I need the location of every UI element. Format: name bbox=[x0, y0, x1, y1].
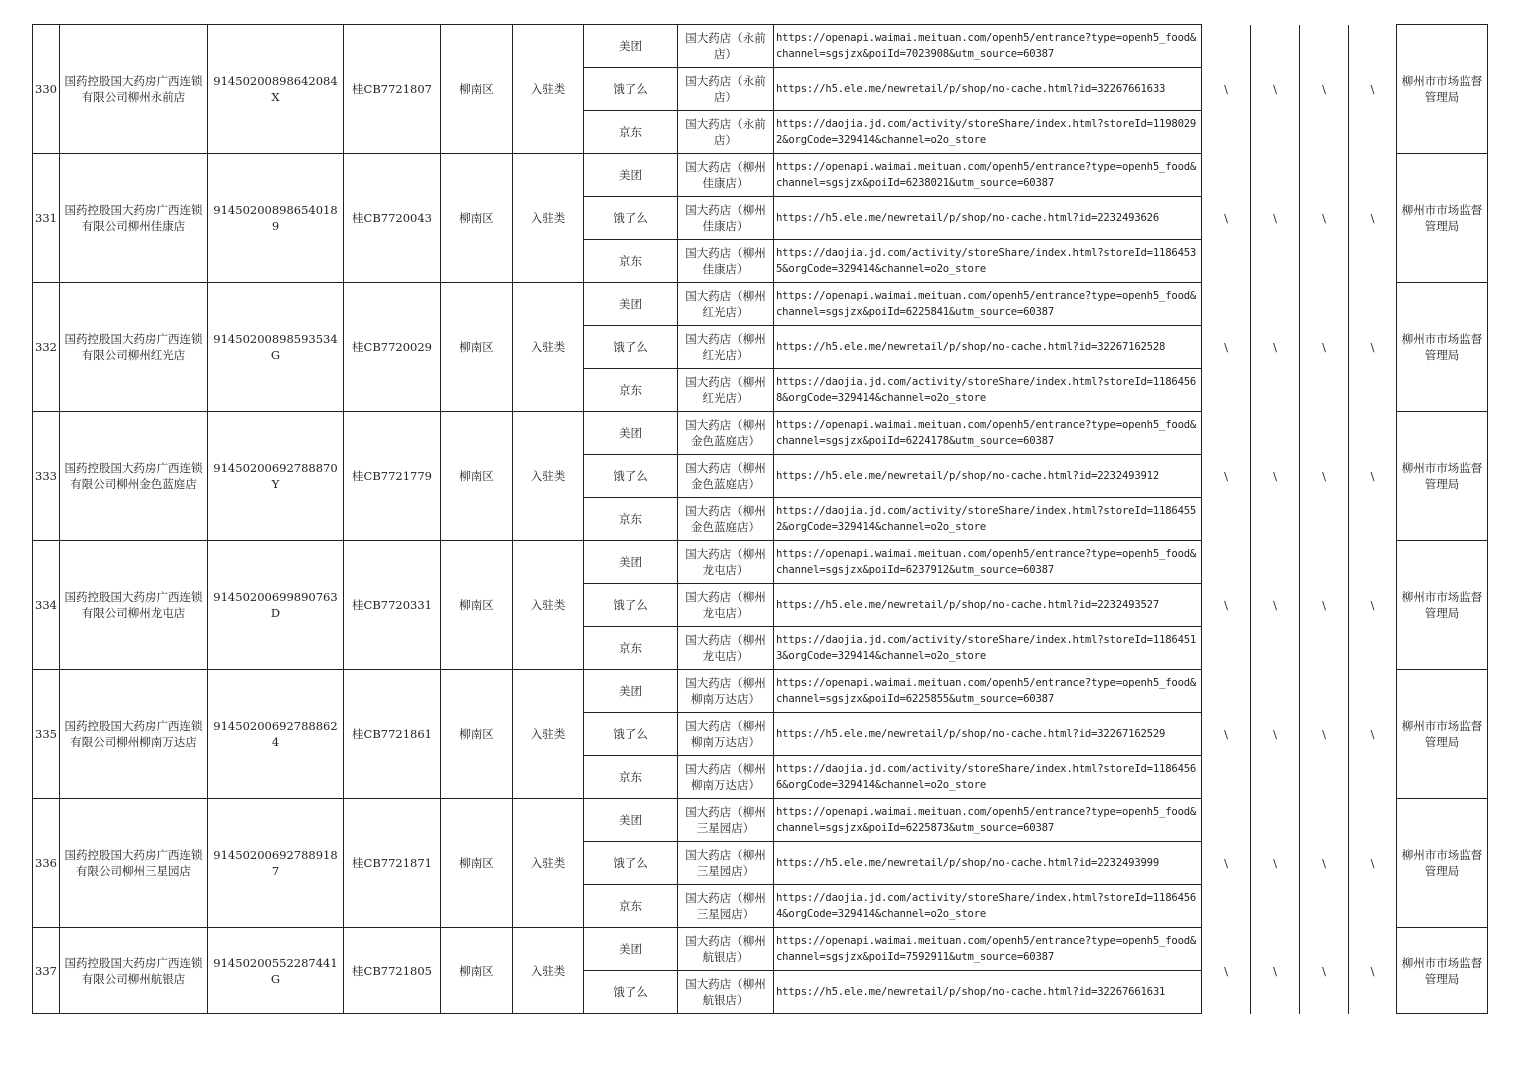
store-name: 国大药店（柳州三星园店） bbox=[678, 885, 774, 928]
platform-name: 京东 bbox=[584, 111, 678, 154]
status-col-3: \ bbox=[1300, 928, 1349, 1014]
status-col-2: \ bbox=[1251, 283, 1300, 412]
platform-name: 美团 bbox=[584, 412, 678, 455]
company-name: 国药控股国大药房广西连锁有限公司柳州佳康店 bbox=[60, 154, 208, 283]
credit-code: 914502006927889187 bbox=[208, 799, 344, 928]
store-url: https://h5.ele.me/newretail/p/shop/no-cache.html?id=32267661631 bbox=[774, 971, 1202, 1014]
authority: 柳州市市场监督管理局 bbox=[1397, 799, 1488, 928]
store-name: 国大药店（柳州柳南万达店） bbox=[678, 713, 774, 756]
authority: 柳州市市场监督管理局 bbox=[1397, 412, 1488, 541]
status-col-3: \ bbox=[1300, 25, 1349, 154]
status-col-2: \ bbox=[1251, 412, 1300, 541]
store-name: 国大药店（柳州红光店） bbox=[678, 283, 774, 326]
record-number: 333 bbox=[33, 412, 60, 541]
store-name: 国大药店（柳州佳康店） bbox=[678, 240, 774, 283]
document-sheet bbox=[32, 24, 1488, 1014]
store-name: 国大药店（柳州金色蓝庭店） bbox=[678, 412, 774, 455]
license-number: 桂CB7721807 bbox=[344, 25, 441, 154]
district: 柳南区 bbox=[441, 670, 513, 799]
table-row bbox=[33, 928, 1488, 971]
store-url: https://h5.ele.me/newretail/p/shop/no-cache.html?id=2232493999 bbox=[774, 842, 1202, 885]
platform-name: 京东 bbox=[584, 627, 678, 670]
credit-code: 91450200552287441G bbox=[208, 928, 344, 1014]
table-row bbox=[33, 154, 1488, 197]
platform-name: 京东 bbox=[584, 369, 678, 412]
record-type: 入驻类 bbox=[513, 670, 584, 799]
store-name: 国大药店（柳州红光店） bbox=[678, 326, 774, 369]
license-number: 桂CB7720043 bbox=[344, 154, 441, 283]
status-col-1: \ bbox=[1202, 541, 1251, 670]
store-url: https://daojia.jd.com/activity/storeShare/index.html?storeId=11980292&orgCode=329414&channel=o2o_store bbox=[774, 111, 1202, 154]
store-url: https://h5.ele.me/newretail/p/shop/no-cache.html?id=32267162529 bbox=[774, 713, 1202, 756]
store-name: 国大药店（柳州金色蓝庭店） bbox=[678, 498, 774, 541]
table-row bbox=[33, 25, 1488, 68]
platform-name: 美团 bbox=[584, 928, 678, 971]
record-type: 入驻类 bbox=[513, 283, 584, 412]
status-col-4: \ bbox=[1349, 541, 1397, 670]
company-name: 国药控股国大药房广西连锁有限公司柳州金色蓝庭店 bbox=[60, 412, 208, 541]
status-col-4: \ bbox=[1349, 412, 1397, 541]
authority: 柳州市市场监督管理局 bbox=[1397, 928, 1488, 1014]
status-col-1: \ bbox=[1202, 283, 1251, 412]
status-col-1: \ bbox=[1202, 25, 1251, 154]
table-row bbox=[33, 412, 1488, 455]
status-col-2: \ bbox=[1251, 799, 1300, 928]
store-url: https://openapi.waimai.meituan.com/openh5/entrance?type=openh5_food&channel=sgsjzx&poiId=6225841&utm_source=60387 bbox=[774, 283, 1202, 326]
status-col-3: \ bbox=[1300, 412, 1349, 541]
records-table bbox=[32, 24, 1488, 1014]
record-type: 入驻类 bbox=[513, 25, 584, 154]
store-name: 国大药店（柳州柳南万达店） bbox=[678, 756, 774, 799]
platform-name: 饿了么 bbox=[584, 455, 678, 498]
platform-name: 美团 bbox=[584, 283, 678, 326]
records-body bbox=[33, 25, 1488, 1014]
store-name: 国大药店（柳州红光店） bbox=[678, 369, 774, 412]
store-name: 国大药店（永前店） bbox=[678, 25, 774, 68]
record-type: 入驻类 bbox=[513, 412, 584, 541]
district: 柳南区 bbox=[441, 283, 513, 412]
store-url: https://h5.ele.me/newretail/p/shop/no-cache.html?id=2232493527 bbox=[774, 584, 1202, 627]
platform-name: 美团 bbox=[584, 799, 678, 842]
table-row bbox=[33, 541, 1488, 584]
platform-name: 京东 bbox=[584, 885, 678, 928]
license-number: 桂CB7721805 bbox=[344, 928, 441, 1014]
status-col-3: \ bbox=[1300, 799, 1349, 928]
status-col-1: \ bbox=[1202, 670, 1251, 799]
store-name: 国大药店（柳州龙屯店） bbox=[678, 541, 774, 584]
district: 柳南区 bbox=[441, 154, 513, 283]
store-name: 国大药店（永前店） bbox=[678, 68, 774, 111]
company-name: 国药控股国大药房广西连锁有限公司柳州红光店 bbox=[60, 283, 208, 412]
record-type: 入驻类 bbox=[513, 541, 584, 670]
store-name: 国大药店（柳州柳南万达店） bbox=[678, 670, 774, 713]
license-number: 桂CB7720029 bbox=[344, 283, 441, 412]
store-url: https://openapi.waimai.meituan.com/openh5/entrance?type=openh5_food&channel=sgsjzx&poiId=6224178&utm_source=60387 bbox=[774, 412, 1202, 455]
status-col-3: \ bbox=[1300, 541, 1349, 670]
store-url: https://h5.ele.me/newretail/p/shop/no-cache.html?id=2232493626 bbox=[774, 197, 1202, 240]
authority: 柳州市市场监督管理局 bbox=[1397, 25, 1488, 154]
store-url: https://openapi.waimai.meituan.com/openh5/entrance?type=openh5_food&channel=sgsjzx&poiId=7592911&utm_source=60387 bbox=[774, 928, 1202, 971]
store-url: https://openapi.waimai.meituan.com/openh5/entrance?type=openh5_food&channel=sgsjzx&poiId=6237912&utm_source=60387 bbox=[774, 541, 1202, 584]
status-col-1: \ bbox=[1202, 154, 1251, 283]
table-row bbox=[33, 670, 1488, 713]
district: 柳南区 bbox=[441, 25, 513, 154]
store-url: https://daojia.jd.com/activity/storeShare/index.html?storeId=11864552&orgCode=329414&channel=o2o_store bbox=[774, 498, 1202, 541]
record-number: 335 bbox=[33, 670, 60, 799]
status-col-3: \ bbox=[1300, 670, 1349, 799]
district: 柳南区 bbox=[441, 541, 513, 670]
status-col-2: \ bbox=[1251, 928, 1300, 1014]
record-type: 入驻类 bbox=[513, 799, 584, 928]
authority: 柳州市市场监督管理局 bbox=[1397, 154, 1488, 283]
store-url: https://daojia.jd.com/activity/storeShare/index.html?storeId=11864535&orgCode=329414&channel=o2o_store bbox=[774, 240, 1202, 283]
platform-name: 饿了么 bbox=[584, 68, 678, 111]
platform-name: 饿了么 bbox=[584, 197, 678, 240]
store-name: 国大药店（柳州三星园店） bbox=[678, 842, 774, 885]
license-number: 桂CB7721861 bbox=[344, 670, 441, 799]
status-col-4: \ bbox=[1349, 928, 1397, 1014]
platform-name: 京东 bbox=[584, 498, 678, 541]
table-row bbox=[33, 283, 1488, 326]
record-number: 334 bbox=[33, 541, 60, 670]
status-col-4: \ bbox=[1349, 670, 1397, 799]
store-url: https://h5.ele.me/newretail/p/shop/no-cache.html?id=2232493912 bbox=[774, 455, 1202, 498]
record-number: 330 bbox=[33, 25, 60, 154]
store-url: https://daojia.jd.com/activity/storeShare/index.html?storeId=11864513&orgCode=329414&channel=o2o_store bbox=[774, 627, 1202, 670]
store-url: https://openapi.waimai.meituan.com/openh5/entrance?type=openh5_food&channel=sgsjzx&poiId=7023908&utm_source=60387 bbox=[774, 25, 1202, 68]
store-url: https://h5.ele.me/newretail/p/shop/no-cache.html?id=32267661633 bbox=[774, 68, 1202, 111]
license-number: 桂CB7721779 bbox=[344, 412, 441, 541]
license-number: 桂CB7721871 bbox=[344, 799, 441, 928]
table-row bbox=[33, 799, 1488, 842]
status-col-1: \ bbox=[1202, 799, 1251, 928]
platform-name: 京东 bbox=[584, 756, 678, 799]
status-col-2: \ bbox=[1251, 25, 1300, 154]
record-number: 337 bbox=[33, 928, 60, 1014]
credit-code: 914502008986540189 bbox=[208, 154, 344, 283]
credit-code: 91450200898642084X bbox=[208, 25, 344, 154]
store-url: https://daojia.jd.com/activity/storeShare/index.html?storeId=11864566&orgCode=329414&channel=o2o_store bbox=[774, 756, 1202, 799]
store-name: 国大药店（柳州佳康店） bbox=[678, 197, 774, 240]
store-name: 国大药店（柳州三星园店） bbox=[678, 799, 774, 842]
authority: 柳州市市场监督管理局 bbox=[1397, 283, 1488, 412]
status-col-4: \ bbox=[1349, 154, 1397, 283]
record-type: 入驻类 bbox=[513, 154, 584, 283]
status-col-2: \ bbox=[1251, 541, 1300, 670]
status-col-3: \ bbox=[1300, 283, 1349, 412]
store-name: 国大药店（永前店） bbox=[678, 111, 774, 154]
platform-name: 美团 bbox=[584, 154, 678, 197]
record-number: 332 bbox=[33, 283, 60, 412]
district: 柳南区 bbox=[441, 928, 513, 1014]
company-name: 国药控股国大药房广西连锁有限公司柳州柳南万达店 bbox=[60, 670, 208, 799]
store-name: 国大药店（柳州龙屯店） bbox=[678, 584, 774, 627]
record-number: 336 bbox=[33, 799, 60, 928]
status-col-3: \ bbox=[1300, 154, 1349, 283]
status-col-2: \ bbox=[1251, 154, 1300, 283]
platform-name: 饿了么 bbox=[584, 326, 678, 369]
credit-code: 91450200898593534G bbox=[208, 283, 344, 412]
status-col-4: \ bbox=[1349, 799, 1397, 928]
authority: 柳州市市场监督管理局 bbox=[1397, 541, 1488, 670]
store-url: https://daojia.jd.com/activity/storeShare/index.html?storeId=11864568&orgCode=329414&channel=o2o_store bbox=[774, 369, 1202, 412]
store-url: https://daojia.jd.com/activity/storeShare/index.html?storeId=11864564&orgCode=329414&channel=o2o_store bbox=[774, 885, 1202, 928]
district: 柳南区 bbox=[441, 412, 513, 541]
credit-code: 91450200699890763D bbox=[208, 541, 344, 670]
platform-name: 饿了么 bbox=[584, 971, 678, 1014]
platform-name: 京东 bbox=[584, 240, 678, 283]
store-url: https://h5.ele.me/newretail/p/shop/no-cache.html?id=32267162528 bbox=[774, 326, 1202, 369]
platform-name: 饿了么 bbox=[584, 842, 678, 885]
platform-name: 饿了么 bbox=[584, 713, 678, 756]
store-url: https://openapi.waimai.meituan.com/openh5/entrance?type=openh5_food&channel=sgsjzx&poiId=6238021&utm_source=60387 bbox=[774, 154, 1202, 197]
platform-name: 美团 bbox=[584, 25, 678, 68]
platform-name: 美团 bbox=[584, 670, 678, 713]
platform-name: 美团 bbox=[584, 541, 678, 584]
status-col-4: \ bbox=[1349, 283, 1397, 412]
record-number: 331 bbox=[33, 154, 60, 283]
company-name: 国药控股国大药房广西连锁有限公司柳州三星园店 bbox=[60, 799, 208, 928]
authority: 柳州市市场监督管理局 bbox=[1397, 670, 1488, 799]
district: 柳南区 bbox=[441, 799, 513, 928]
status-col-4: \ bbox=[1349, 25, 1397, 154]
store-url: https://openapi.waimai.meituan.com/openh5/entrance?type=openh5_food&channel=sgsjzx&poiId=6225873&utm_source=60387 bbox=[774, 799, 1202, 842]
store-name: 国大药店（柳州航银店） bbox=[678, 971, 774, 1014]
status-col-1: \ bbox=[1202, 928, 1251, 1014]
store-url: https://openapi.waimai.meituan.com/openh5/entrance?type=openh5_food&channel=sgsjzx&poiId=6225855&utm_source=60387 bbox=[774, 670, 1202, 713]
license-number: 桂CB7720331 bbox=[344, 541, 441, 670]
store-name: 国大药店（柳州佳康店） bbox=[678, 154, 774, 197]
record-type: 入驻类 bbox=[513, 928, 584, 1014]
credit-code: 914502006927888624 bbox=[208, 670, 344, 799]
company-name: 国药控股国大药房广西连锁有限公司柳州航银店 bbox=[60, 928, 208, 1014]
platform-name: 饿了么 bbox=[584, 584, 678, 627]
store-name: 国大药店（柳州龙屯店） bbox=[678, 627, 774, 670]
store-name: 国大药店（柳州金色蓝庭店） bbox=[678, 455, 774, 498]
store-name: 国大药店（柳州航银店） bbox=[678, 928, 774, 971]
company-name: 国药控股国大药房广西连锁有限公司柳州龙屯店 bbox=[60, 541, 208, 670]
status-col-2: \ bbox=[1251, 670, 1300, 799]
company-name: 国药控股国大药房广西连锁有限公司柳州永前店 bbox=[60, 25, 208, 154]
status-col-1: \ bbox=[1202, 412, 1251, 541]
credit-code: 91450200692788870Y bbox=[208, 412, 344, 541]
